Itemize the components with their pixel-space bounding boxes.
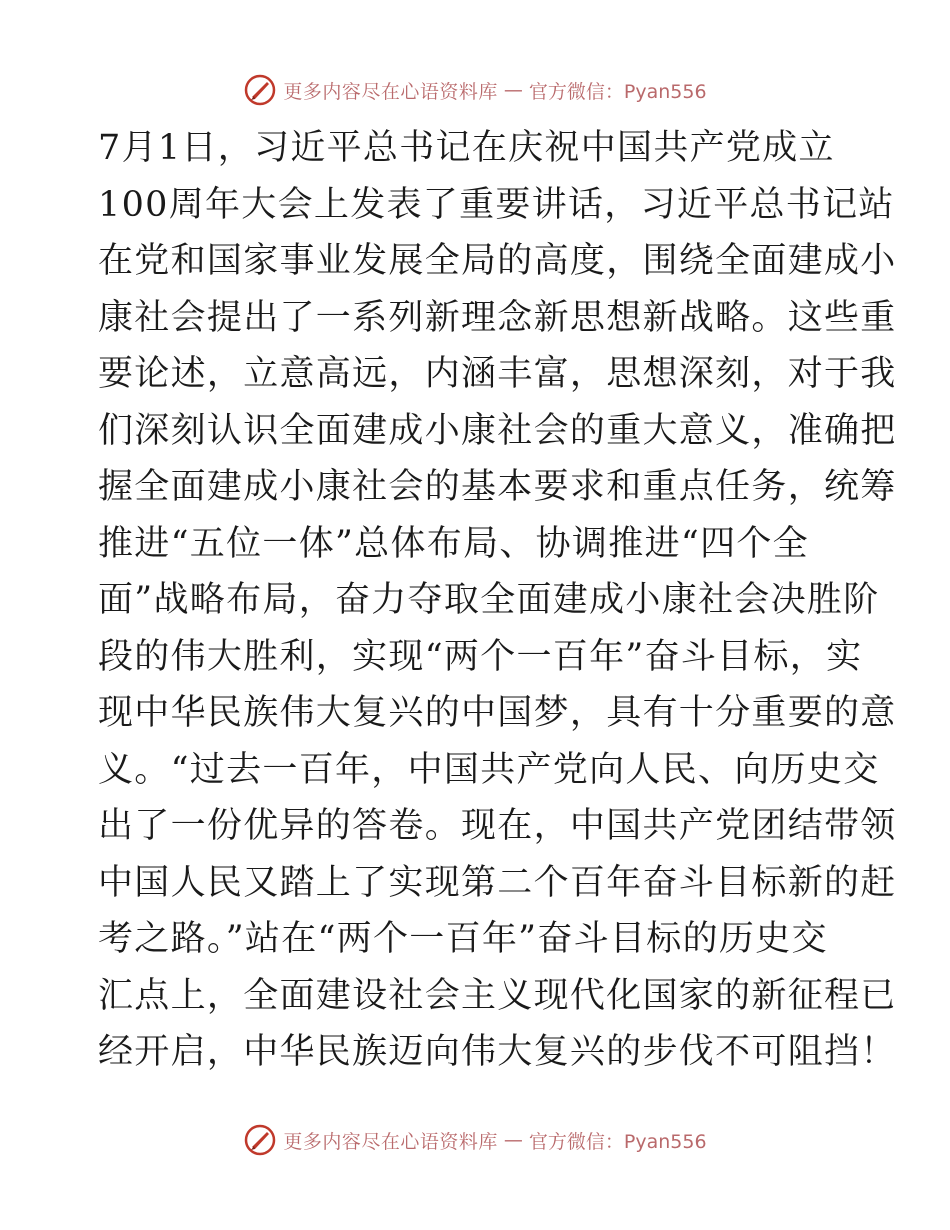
- body-line: 现中华民族伟大复兴的中国梦，具有十分重要的意: [98, 693, 897, 733]
- body-line: 出了一份优异的答卷。现在，中国共产党团结带领: [98, 806, 897, 846]
- footer-watermark: [0, 1120, 950, 1160]
- body-line: 义。“过去一百年，中国共产党向人民、向历史交: [98, 749, 880, 790]
- body-line: 100周年大会上发表了重要讲话，习近平总书记站: [98, 184, 895, 225]
- body-line: 中国人民又踏上了实现第二个百年奋斗目标新的赶: [98, 862, 897, 903]
- red-quill-logo-icon: [243, 73, 277, 107]
- body-line: 要论述，立意高远，内涵丰富，思想深刻，对于我: [98, 354, 897, 394]
- watermark-text: 更多内容尽在心语资料库: [283, 1130, 498, 1153]
- body-line: 面”战略布局，奋力夺取全面建成小康社会决胜阶: [98, 580, 880, 620]
- body-line: 考之路。”站在“两个一百年”奋斗目标的历史交: [98, 919, 828, 959]
- body-line: 汇点上，全面建设社会主义现代化国家的新征程已: [98, 975, 897, 1016]
- watermark-text: 更多内容尽在心语资料库: [283, 80, 498, 103]
- body-line: 经开启，中华民族迈向伟大复兴的步伐不可阻挡！: [98, 1032, 897, 1072]
- document-body: [98, 120, 897, 1081]
- watermark-contact: 官方微信：Pyan556: [528, 80, 707, 103]
- watermark-separator: —: [503, 1129, 523, 1151]
- watermark-contact: 官方微信：Pyan556: [528, 1130, 707, 1153]
- watermark-separator: —: [503, 79, 523, 101]
- body-line: 握全面建成小康社会的基本要求和重点任务，统筹: [98, 467, 897, 507]
- body-line: 段的伟大胜利，实现“两个一百年”奋斗目标，实: [98, 636, 863, 677]
- body-line: 康社会提出了一系列新理念新思想新战略。这些重: [98, 297, 897, 338]
- red-quill-logo-icon: [243, 1123, 277, 1157]
- body-line: 推进“五位一体”总体布局、协调推进“四个全: [98, 523, 809, 564]
- body-line: 们深刻认识全面建成小康社会的重大意义，准确把: [98, 410, 897, 451]
- header-watermark: [0, 70, 950, 110]
- body-line: 在党和国家事业发展全局的高度，围绕全面建成小: [98, 241, 897, 281]
- body-line: 7月1日，习近平总书记在庆祝中国共产党成立: [98, 128, 835, 168]
